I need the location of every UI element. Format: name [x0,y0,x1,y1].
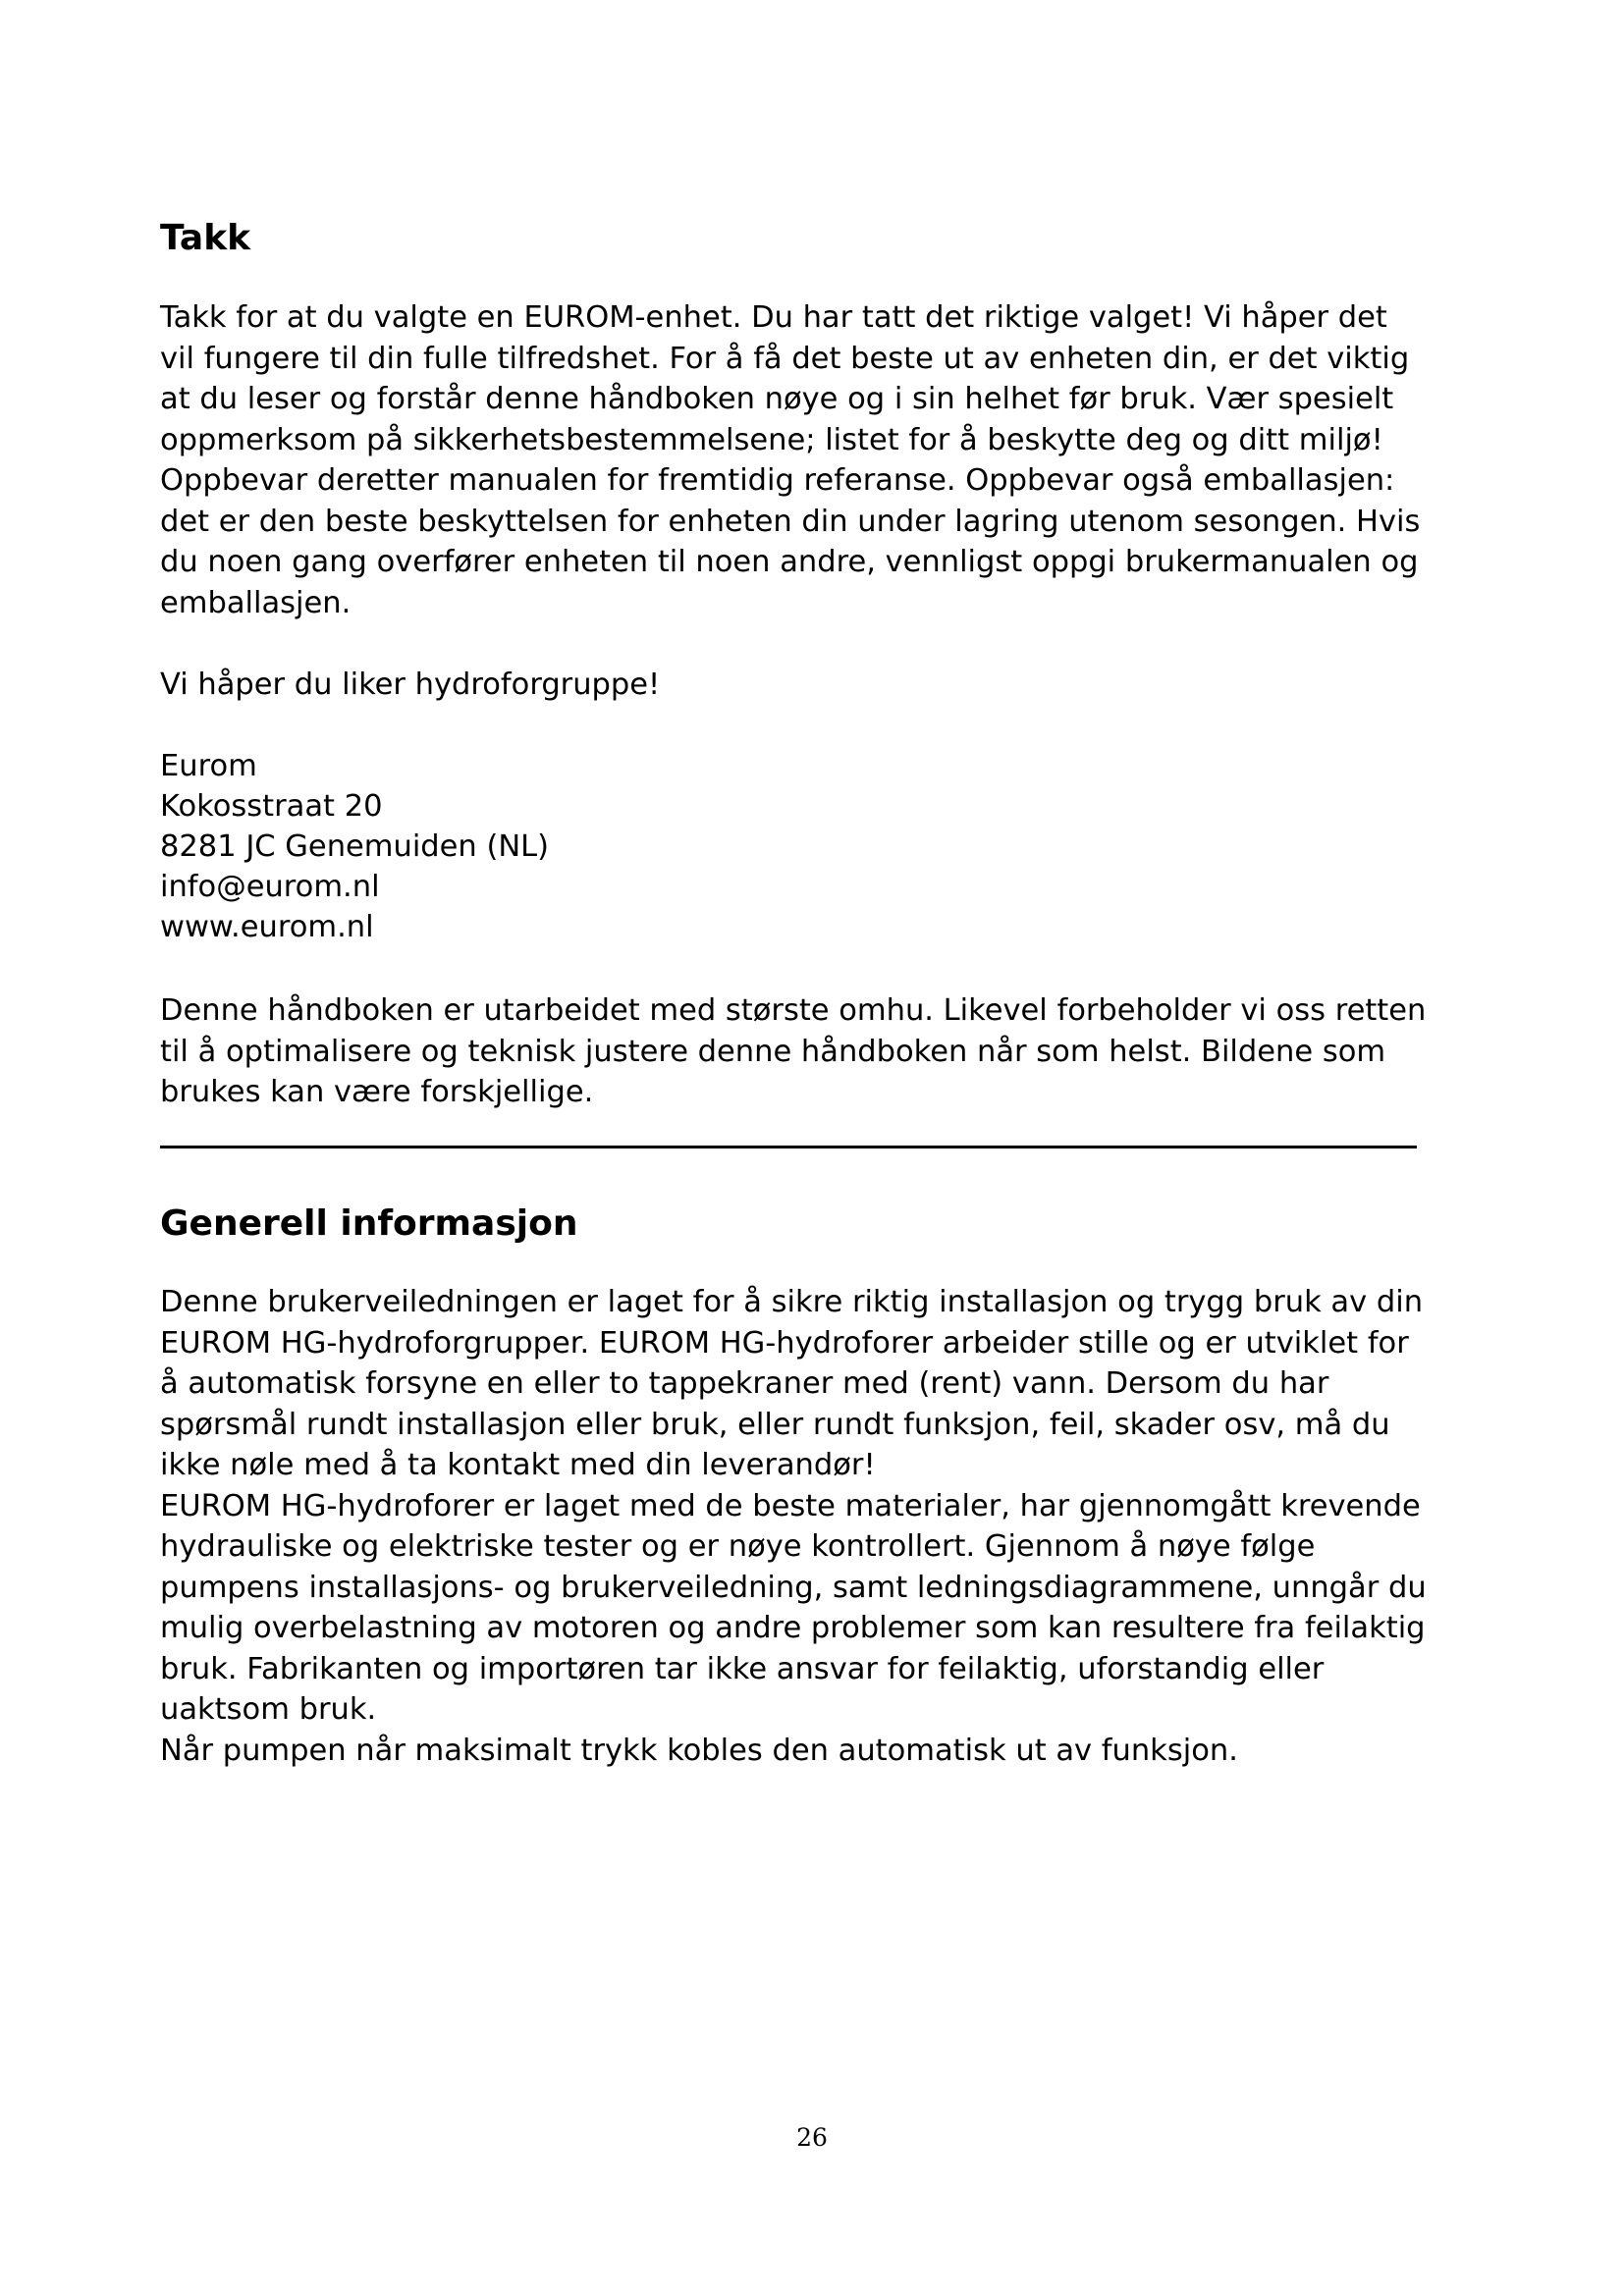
section-divider [160,1146,1417,1148]
address-email: info@eurom.nl [160,870,380,904]
section-heading-generell: Generell informasjon [160,1203,578,1244]
address-website: www.eurom.nl [160,910,374,944]
disclaimer-paragraph: Denne håndboken er utarbeidet med største omhu. Likevel forbeholder vi oss retten til å optimalisere og teknisk justere denne håndboken når som helst. Bildene som brukes kan være forskjellige. [160,993,1427,1109]
generell-body: Denne brukerveiledningen er laget for å sikre riktig installasjon og trygg bruk av din EUROM HG-hydroforgrupper. EUROM HG-hydroforer arbeider stille og er utviklet for å automatisk forsyne en eller to tappekraner med (rent) vann. Dersom du har spørsmål rundt installasjon eller bruk, eller rundt funksjon, feil, skader osv, må du ikke nøle med å ta kontakt med din leverandør! EUROM HG-hydroforer er laget med de beste materialer, har gjennomgått krevende hydrauliske og elektriske tester og er nøye kontrollert. Gjennom å nøye følge pumpens installasjons- og brukerveiledning, samt ledningsdiagrammene, unngår du mulig overbelastning av motoren og andre problemer som kan resultere fra feilaktig bruk. Fabrikanten og importøren tar ikke ansvar for feilaktig, uforstandig eller uaktsom bruk. Når pumpen når maksimalt trykk kobles den automatisk ut av funksjon. [160,1285,1427,1768]
address-street: Kokosstraat 20 [160,789,383,824]
address-company: Eurom [160,749,257,783]
page-number: 26 [796,2123,828,2152]
address-city: 8281 JC Genemuiden (NL) [160,829,550,864]
section-heading-takk: Takk [160,218,251,258]
intro-paragraph: Takk for at du valgte en EUROM-enhet. Du har tatt det riktige valget! Vi håper det vil fungere til din fulle tilfredshet. For å få det beste ut av enheten din, er det viktig at du leser og forstår denne håndboken nøye og i sin helhet før bruk. Vær spesielt oppmerksom på sikkerhetsbestemmelsene; listet for å beskytte deg og ditt miljø! Oppbevar deretter manualen for fremtidig referanse. Oppbevar også emballasjen: det er den beste beskyttelsen for enheten din under lagring utenom sesongen. Hvis du noen gang overfører enheten til noen andre, vennligst oppgi brukermanualen og emballasjen. [160,300,1421,620]
wish-paragraph: Vi håper du liker hydroforgruppe! [160,667,661,702]
